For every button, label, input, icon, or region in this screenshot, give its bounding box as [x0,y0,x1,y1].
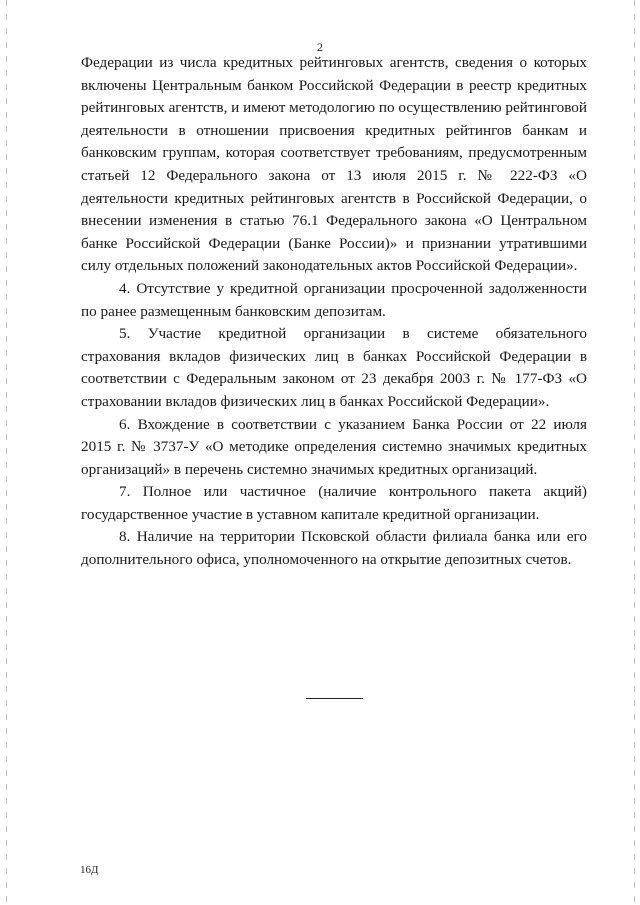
scan-edge-right [634,0,635,905]
paragraph-item-8: 8. Наличие на территории Псковской области филиала банка или его дополнительного офиса, уполномоченного на открытие депозитных счетов. [81,528,587,569]
paragraph-item-6: 6. Вхождение в соответствии с указанием Банка России от 22 июля 2015 г. № 3737-У «О методике определения системно значимых кредитных организаций» в перечень системно значимых кредитных организаций. [81,415,587,478]
paragraph-item-4: 4. Отсутствие у кредитной организации просроченной задолженности по ранее размещенным банковским депозитам. [81,279,587,320]
paragraph-item-7: 7. Полное или частичное (наличие контрольного пакета акций) государственное участие в уставном капитале кредитной организации. [81,483,587,523]
paragraph-continuation: Федерации из числа кредитных рейтинговых агентств, сведения о которых включены Центральным банком Российской Федерации в реестр кредитных рейтинговых агентств, и имеют методологию по осуществлению рейтинговой деятельности в отношении присвоения кредитных рейтингов банкам и банковским группам, которая соответствует требованиям, предусмотренным статьей 12 Федерального закона от 13 июля 2015 г. № 222-ФЗ «О деятельности кредитных рейтинговых агентств в Российской Федерации, о внесении изменения в статью 76.1 Федерального закона «О Центральном банке Российской Федерации (Банке России)» и признании утратившими силу отдельных положений законодательных актов Российской Федерации». [81,54,587,275]
document-body [81,52,587,572]
page-number: 2 [317,40,323,54]
paragraph-item-5: 5. Участие кредитной организации в системе обязательного страхования вкладов физических лиц в банках Российской Федерации в соответствии с Федеральным законом от 23 декабря 2003 г. № 177-ФЗ «О страховании вкладов физических лиц в банках Российской Федерации». [81,325,587,410]
scan-edge-left [6,0,7,905]
end-of-text-divider [306,698,363,699]
footer-document-code: 16Д [80,864,99,876]
